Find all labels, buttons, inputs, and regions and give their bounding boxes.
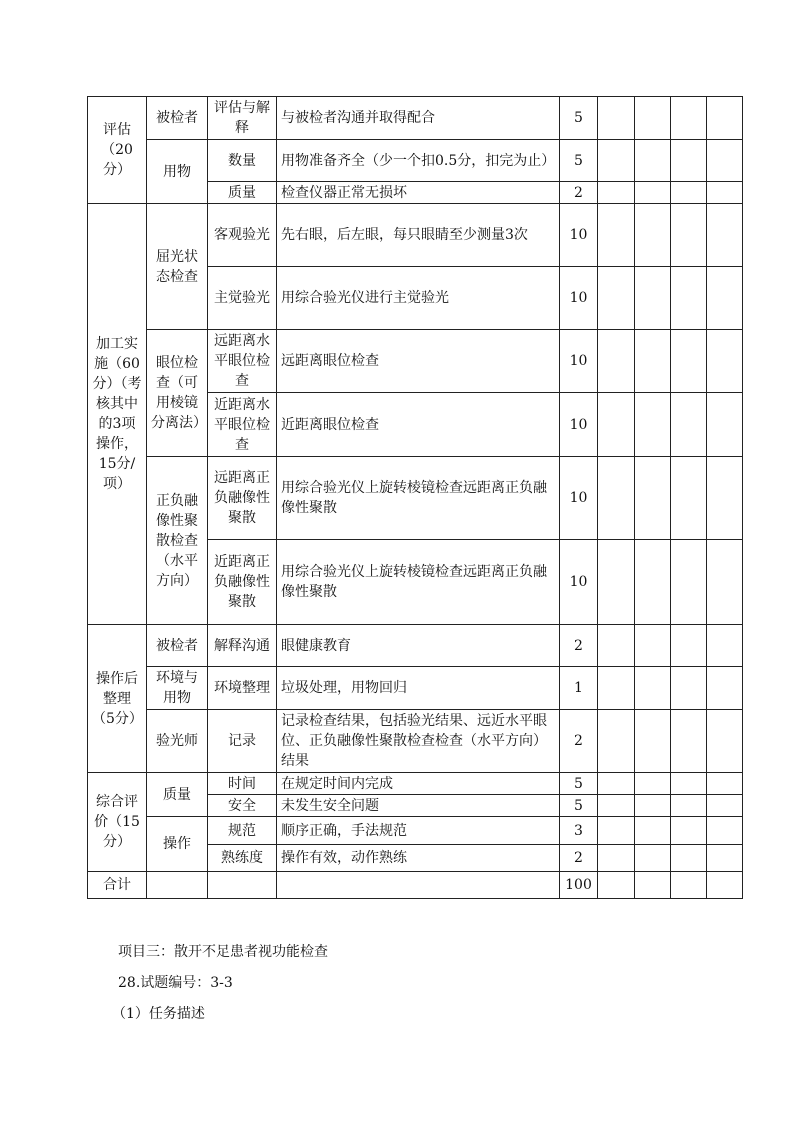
item-content: 先右眼，后左眼，每只眼睛至少测量3次 — [277, 204, 560, 267]
blank-cell — [671, 845, 707, 872]
blank-cell — [598, 267, 635, 330]
item-sub: 数量 — [208, 140, 277, 182]
item-sub: 评估与解释 — [208, 97, 277, 140]
item-score: 10 — [560, 457, 598, 540]
blank-cell — [147, 872, 208, 899]
blank-cell — [598, 540, 635, 625]
item-score: 10 — [560, 204, 598, 267]
project-heading: 项目三：散开不足患者视功能检查 — [118, 944, 328, 960]
item-sub: 时间 — [208, 773, 277, 795]
item-sub: 环境整理 — [208, 667, 277, 710]
blank-cell — [598, 140, 635, 182]
blank-cell — [598, 845, 635, 872]
blank-cell — [635, 872, 671, 899]
total-score: 100 — [560, 872, 598, 899]
item-content: 眼健康教育 — [277, 625, 560, 667]
item-sub: 客观验光 — [208, 204, 277, 267]
item-score: 5 — [560, 773, 598, 795]
section-eval: 评估（20分） — [88, 97, 147, 204]
blank-cell — [598, 182, 635, 204]
table-row — [88, 872, 743, 899]
table-row — [88, 330, 743, 393]
blank-cell — [707, 710, 743, 773]
blank-cell — [671, 393, 707, 457]
item-score: 5 — [560, 795, 598, 817]
item-content: 记录检查结果，包括验光结果、远近水平眼位、正负融像性聚散检查检查（水平方向）结果 — [277, 710, 560, 773]
item-content: 垃圾处理，用物回归 — [277, 667, 560, 710]
blank-cell — [671, 625, 707, 667]
group-label: 眼位检查（可用棱镜分离法） — [147, 330, 208, 457]
blank-cell — [598, 773, 635, 795]
item-sub: 熟练度 — [208, 845, 277, 872]
section-post: 操作后整理（5分） — [88, 625, 147, 773]
blank-cell — [671, 457, 707, 540]
blank-cell — [707, 872, 743, 899]
group-label: 屈光状态检查 — [147, 204, 208, 330]
item-score: 10 — [560, 267, 598, 330]
blank-cell — [635, 457, 671, 540]
blank-cell — [671, 667, 707, 710]
item-sub: 质量 — [208, 182, 277, 204]
blank-cell — [671, 330, 707, 393]
group-label: 操作 — [147, 817, 208, 872]
blank-cell — [707, 182, 743, 204]
blank-cell — [707, 204, 743, 267]
blank-cell — [707, 330, 743, 393]
blank-cell — [671, 204, 707, 267]
item-content: 用综合验光仪进行主觉验光 — [277, 267, 560, 330]
item-score: 2 — [560, 710, 598, 773]
blank-cell — [635, 204, 671, 267]
blank-cell — [707, 795, 743, 817]
item-score: 2 — [560, 845, 598, 872]
blank-cell — [707, 540, 743, 625]
group-label: 被检者 — [147, 97, 208, 140]
blank-cell — [707, 393, 743, 457]
blank-cell — [671, 540, 707, 625]
blank-cell — [635, 330, 671, 393]
item-sub: 规范 — [208, 817, 277, 845]
section-overall: 综合评价（15分） — [88, 773, 147, 872]
item-sub: 主觉验光 — [208, 267, 277, 330]
blank-cell — [208, 872, 277, 899]
item-score: 3 — [560, 817, 598, 845]
blank-cell — [707, 140, 743, 182]
table-row — [88, 457, 743, 540]
table-row — [88, 204, 743, 267]
blank-cell — [598, 667, 635, 710]
blank-cell — [671, 795, 707, 817]
item-score: 10 — [560, 393, 598, 457]
blank-cell — [707, 457, 743, 540]
item-sub: 远距离水平眼位检查 — [208, 330, 277, 393]
blank-cell — [671, 140, 707, 182]
blank-cell — [598, 457, 635, 540]
item-content: 用综合验光仪上旋转棱镜检查远距离正负融像性聚散 — [277, 540, 560, 625]
table-row — [88, 667, 743, 710]
blank-cell — [707, 625, 743, 667]
item-score: 10 — [560, 330, 598, 393]
group-label: 被检者 — [147, 625, 208, 667]
item-score: 2 — [560, 625, 598, 667]
table-row — [88, 625, 743, 667]
group-label: 环境与用物 — [147, 667, 208, 710]
table-row — [88, 817, 743, 845]
blank-cell — [598, 330, 635, 393]
item-content: 未发生安全问题 — [277, 795, 560, 817]
section-impl: 加工实施（60分）（考核其中的3项操作，15分/项） — [88, 204, 147, 625]
blank-cell — [598, 393, 635, 457]
blank-cell — [635, 773, 671, 795]
blank-cell — [671, 710, 707, 773]
blank-cell — [635, 267, 671, 330]
item-score: 5 — [560, 140, 598, 182]
group-label: 验光师 — [147, 710, 208, 773]
scoring-table — [87, 96, 743, 899]
question-number: 28.试题编号：3-3 — [118, 975, 233, 991]
table-row — [88, 97, 743, 140]
blank-cell — [598, 817, 635, 845]
table-row — [88, 773, 743, 795]
item-sub: 近距离正负融像性聚散 — [208, 540, 277, 625]
item-content: 用物准备齐全（少一个扣0.5分，扣完为止） — [277, 140, 560, 182]
item-content: 用综合验光仪上旋转棱镜检查远距离正负融像性聚散 — [277, 457, 560, 540]
blank-cell — [671, 872, 707, 899]
total-label: 合计 — [88, 872, 147, 899]
blank-cell — [598, 872, 635, 899]
item-sub: 近距离水平眼位检查 — [208, 393, 277, 457]
item-content: 近距离眼位检查 — [277, 393, 560, 457]
item-content: 顺序正确，手法规范 — [277, 817, 560, 845]
blank-cell — [671, 182, 707, 204]
blank-cell — [277, 872, 560, 899]
blank-cell — [598, 625, 635, 667]
blank-cell — [671, 817, 707, 845]
group-label: 用物 — [147, 140, 208, 204]
blank-cell — [707, 97, 743, 140]
item-sub: 解释沟通 — [208, 625, 277, 667]
group-label: 质量 — [147, 773, 208, 817]
blank-cell — [635, 140, 671, 182]
blank-cell — [707, 845, 743, 872]
item-content: 检查仪器正常无损坏 — [277, 182, 560, 204]
blank-cell — [598, 795, 635, 817]
blank-cell — [671, 267, 707, 330]
blank-cell — [671, 97, 707, 140]
blank-cell — [635, 795, 671, 817]
blank-cell — [707, 267, 743, 330]
task-description-heading: （1）任务描述 — [112, 1006, 205, 1022]
blank-cell — [598, 97, 635, 140]
item-score: 1 — [560, 667, 598, 710]
blank-cell — [598, 204, 635, 267]
item-content: 操作有效，动作熟练 — [277, 845, 560, 872]
blank-cell — [707, 773, 743, 795]
item-sub: 远距离正负融像性聚散 — [208, 457, 277, 540]
blank-cell — [635, 97, 671, 140]
blank-cell — [635, 710, 671, 773]
item-score: 10 — [560, 540, 598, 625]
blank-cell — [707, 667, 743, 710]
blank-cell — [707, 817, 743, 845]
item-content: 与被检者沟通并取得配合 — [277, 97, 560, 140]
item-content: 远距离眼位检查 — [277, 330, 560, 393]
blank-cell — [635, 182, 671, 204]
blank-cell — [635, 393, 671, 457]
blank-cell — [598, 710, 635, 773]
item-score: 2 — [560, 182, 598, 204]
table-row — [88, 710, 743, 773]
blank-cell — [635, 845, 671, 872]
table-row — [88, 140, 743, 182]
item-sub: 安全 — [208, 795, 277, 817]
item-score: 5 — [560, 97, 598, 140]
blank-cell — [635, 625, 671, 667]
item-content: 在规定时间内完成 — [277, 773, 560, 795]
item-sub: 记录 — [208, 710, 277, 773]
blank-cell — [671, 773, 707, 795]
blank-cell — [635, 540, 671, 625]
blank-cell — [635, 817, 671, 845]
blank-cell — [635, 667, 671, 710]
group-label: 正负融像性聚散检查（水平方向） — [147, 457, 208, 625]
